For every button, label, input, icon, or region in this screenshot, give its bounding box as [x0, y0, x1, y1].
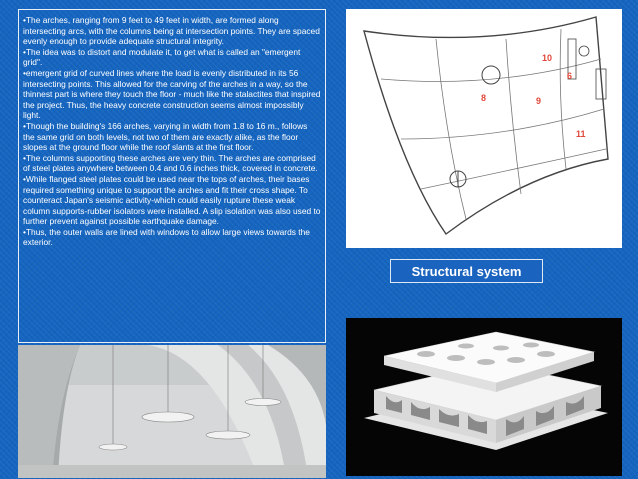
bullet-2: •The idea was to distort and modulate it, to get what is called an "emergent grid". — [23, 46, 301, 68]
plan-label-10: 10 — [542, 53, 553, 63]
structural-system-caption: Structural system — [390, 259, 543, 283]
plan-label-9: 9 — [536, 96, 542, 106]
plan-label-11: 11 — [576, 129, 586, 139]
bullet-5: •The columns supporting these arches are very thin. The arches are comprised of steel plates anywhere between 0.4 and 0.6 inches thick, covered in concrete. — [23, 152, 318, 174]
bullet-1: •The arches, ranging from 9 feet to 49 feet in width, are formed along intersecting arcs, with the columns being at intersection points. They are spaced evenly enough to provide adequate structural integrity. — [23, 15, 320, 47]
plan-label-8: 8 — [481, 93, 487, 103]
floor-plan-drawing — [346, 9, 622, 248]
bullet-4: •Though the building's 166 arches, varying in width from 1.8 to 16 m., follows the same grid on both levels, not two of them are exactly alike, as the floor slopes at the ground floor while the roof slants at the first floor. — [23, 120, 308, 153]
description-text-box — [18, 9, 326, 343]
bullet-7: •Thus, the outer walls are lined with windows to allow large views towards the exterior. — [23, 226, 310, 248]
interior-arches-photo — [18, 345, 326, 478]
structural-model-photo — [346, 318, 622, 476]
plan-label-6: 6 — [567, 71, 573, 81]
bullet-6: •While flanged steel plates could be used near the tops of arches, their bases required something unique to support the arches and fit their cross shape. To counteract Japan's seismic activity-which could easily rupture these weak column supports-rubber isolators were installed. A slip isolation was also used to further prevent against possible earthquake damage. — [23, 173, 321, 227]
bullet-3: •emergent grid of curved lines where the load is evenly distributed in its 56 intersecting points. This allowed for the carving of the arches in a way, so the thinnest part is where they touch the floor - much like the stalactites that inspired the project. Thus, the heavy concrete construction seems almost impossibly light. — [23, 67, 321, 121]
